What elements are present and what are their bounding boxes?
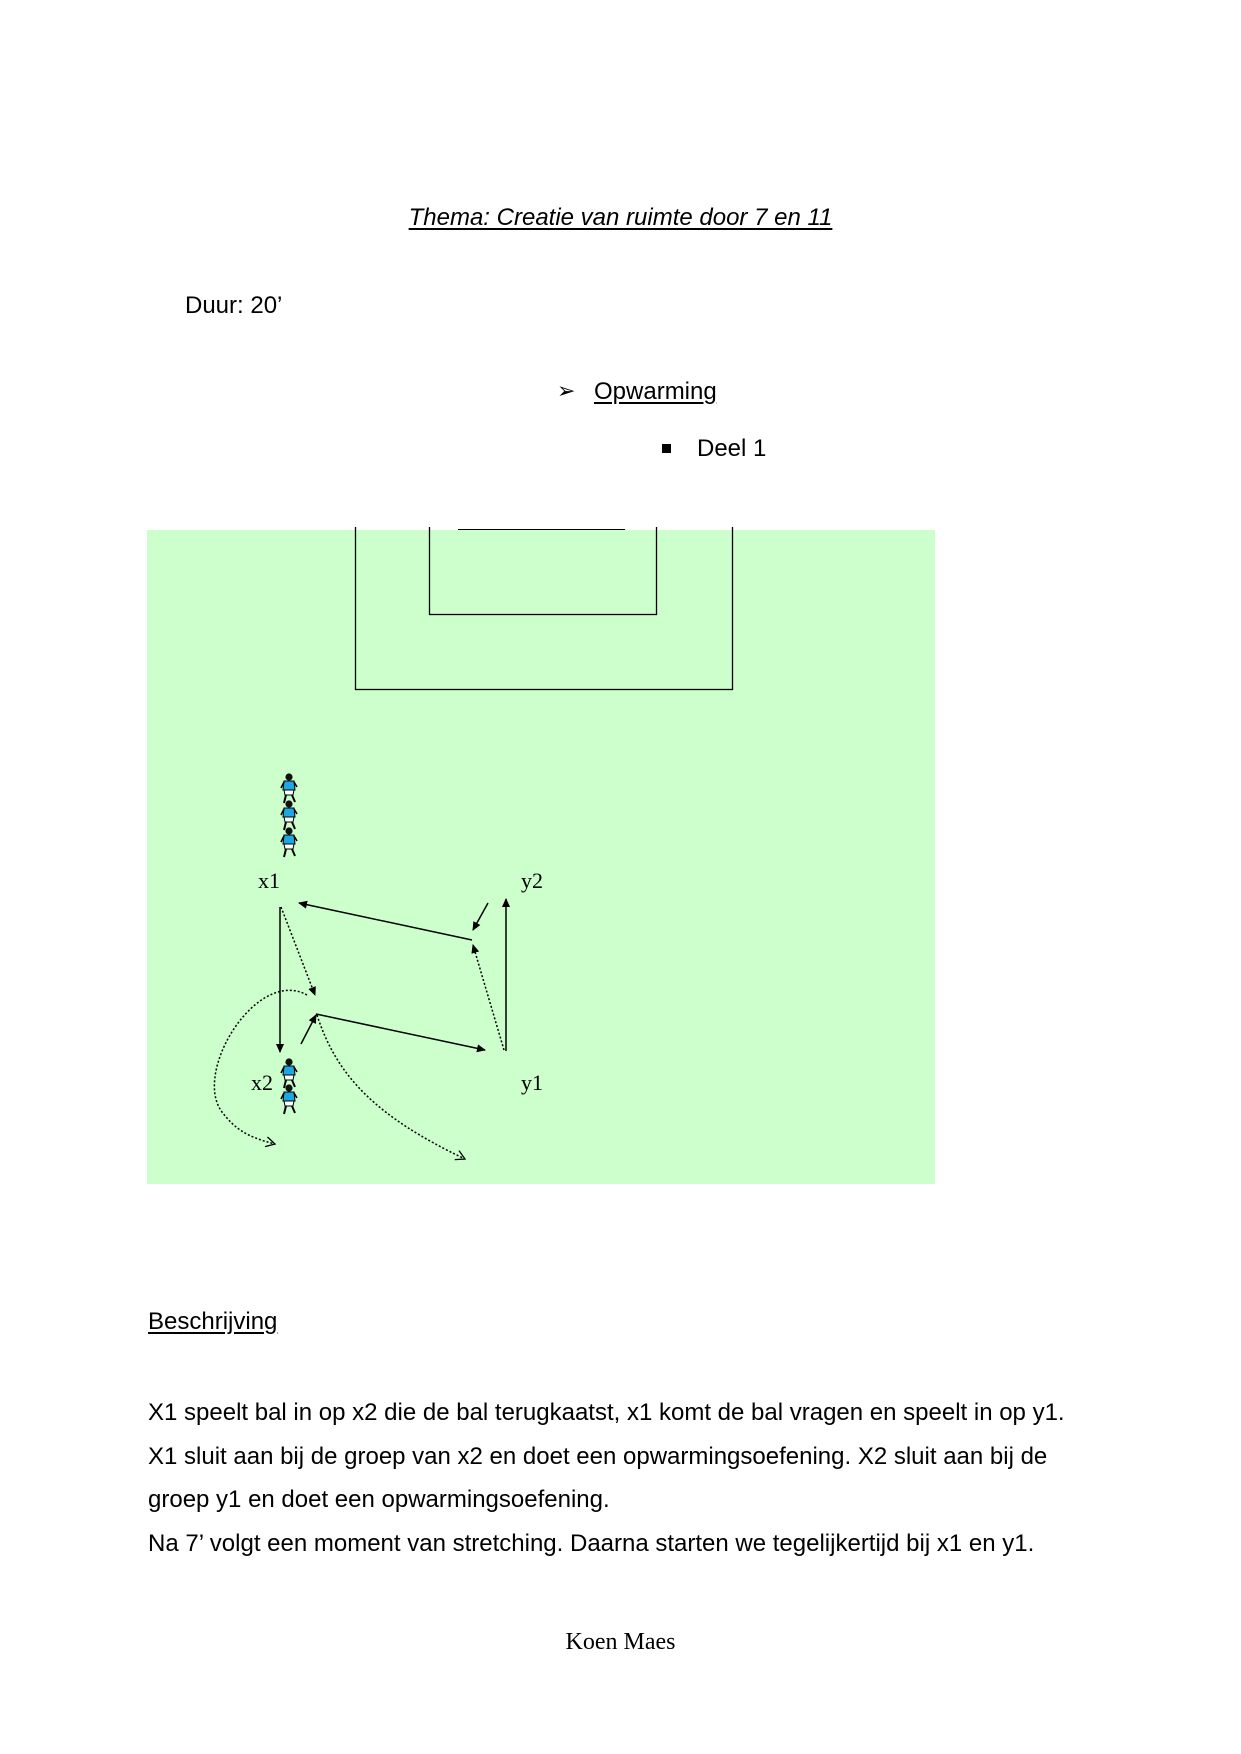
training-field-diagram (147, 527, 935, 1227)
label-y1: y1 (521, 1070, 543, 1095)
description-paragraph: X1 speelt bal in op x2 die de bal terugkaatst, x1 komt de bal vragen en speelt in op y1. (148, 1399, 1065, 1426)
section-heading: Opwarming (594, 378, 717, 405)
description-heading: Beschrijving (148, 1308, 278, 1335)
label-y2: y2 (521, 868, 543, 893)
square-bullet-icon (662, 444, 671, 453)
arrow-bullet-icon: ➢ (557, 378, 576, 403)
description-paragraph: X1 sluit aan bij de groep van x2 en doet een opwarmingsoefening. X2 sluit aan bij de groep y1 en doet een opwarmingsoefening. (148, 1442, 1048, 1513)
label-x1: x1 (258, 868, 280, 893)
section-part: Deel 1 (697, 435, 767, 462)
description-body (148, 1391, 1108, 1565)
duration-text: Duur: 20’ (185, 292, 283, 319)
label-x2: x2 (251, 1070, 273, 1095)
footer-author: Koen Maes (565, 1629, 676, 1655)
page-title: Thema: Creatie van ruimte door 7 en 11 (408, 204, 833, 231)
description-paragraph: Na 7’ volgt een moment van stretching. Daarna starten we tegelijkertijd bij x1 en y1. (148, 1529, 1035, 1557)
